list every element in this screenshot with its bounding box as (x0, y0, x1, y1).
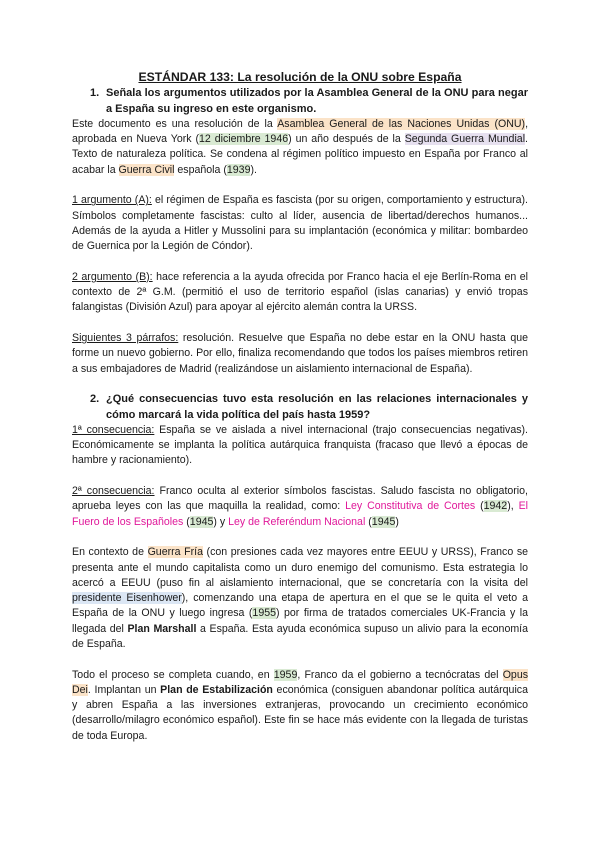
question-number: 1. (90, 87, 100, 100)
consequence-2: 2ª consecuencia: Franco oculta al exterior símbolos fascistas. Saludo fascista no obligatorio, aprueba leyes con las que maquilla la realidad, como: Ley Constitutiva de Cortes (1942), El Fuero de los Españoles (1945) y Ley de Referéndum Nacional (1945) (72, 485, 528, 528)
text-run: Todo el proceso se completa cuando, en (72, 668, 274, 681)
plan-estabilizacion: Plan de Estabilización (160, 683, 273, 696)
argument-b (72, 270, 528, 316)
highlight-guerra-civil: Guerra Civil (118, 163, 175, 176)
document-page (72, 70, 528, 744)
argument-label: Siguientes 3 párrafos: (72, 332, 179, 345)
text-run: Este documento es una resolución de la (72, 117, 278, 130)
plan-marshall: Plan Marshall (127, 622, 197, 635)
text-run: el régimen de España es fascista (por su origen, comportamiento y estructura). Símbolos completamente fascistas: culto al líder, ausencia de libertad/derechos humanos... Además de la ayuda a Hitler y Mussolini para su implantación (económica y militar: bombardeo de Guernica por la Legión de Cóndor). (72, 194, 528, 253)
highlight-guerra-fria: Guerra Fría (147, 546, 203, 559)
question-1 (90, 86, 528, 117)
text-run: . Implantan un (87, 683, 161, 696)
highlight-date: 12 diciembre 1946 (199, 133, 289, 146)
argument-resolution (72, 331, 528, 377)
highlight-eisenhower: presidente Eisenhower (72, 592, 182, 605)
text-run: Franco oculta al exterior símbolos fascistas. Saludo fascista no obligatorio, aprueba leyes con las que maquilla la realidad, como: (72, 485, 528, 513)
page-title: ESTÁNDAR 133: La resolución de la ONU sobre España (138, 70, 462, 84)
text-run: , Franco da el gobierno a tecnócratas del (297, 668, 503, 681)
intro-paragraph (72, 117, 528, 178)
consequence-label: 1ª consecuencia: (72, 423, 155, 436)
guerra-fria-paragraph (72, 545, 528, 652)
text-run: ), comenzando una etapa de apertura en el que se le quita el veto a España de la ONU y luego ingresa ( (72, 592, 528, 620)
text-run: ) un año después de la (288, 133, 405, 146)
highlight-year: 1945 (189, 515, 214, 528)
text-run: (con presiones cada vez mayores entre EEUU y URSS), Franco se presenta ante el mundo capitalista como un duro enemigo del comunismo. Esta estrategia lo acercó a EEUU (puso fin al aislamiento internacional, que se concretaría con la visita del (72, 546, 529, 589)
text-run: a España. Esta ayuda económica supuso un alivio para la economía de España. (72, 622, 528, 650)
argument-a (72, 193, 528, 254)
highlight-year: 1945 (371, 515, 396, 528)
text-run: y (216, 515, 229, 528)
highlight-year: 1955 (252, 607, 276, 620)
highlight-opus-dei: Opus Dei (72, 668, 529, 696)
consequence-1 (72, 423, 528, 469)
text-run: En contexto de (72, 546, 148, 559)
text-run: económica (consiguen abandonar política autárquica y abren España a las inversiones extranjeras, provocando un crecimiento económico (desarrollo/milagro económico español). Este fin se hace más evidente con la llegada de turistas de toda Europa. (72, 683, 528, 742)
text-run: española ( (174, 163, 227, 176)
consequence-label: 2ª consecuencia: (72, 485, 155, 498)
text-run: , (510, 500, 519, 513)
argument-label: 2 argumento (B): (72, 270, 153, 283)
highlight-year: 1942 (483, 500, 508, 513)
closing-paragraph (72, 668, 528, 744)
text-run: ). (250, 163, 257, 176)
highlight-year: 1959 (273, 668, 298, 681)
highlight-sgm: Segunda Guerra Mundial (404, 133, 526, 146)
text-run: , aprobada en Nueva York ( (72, 117, 529, 146)
text-run: España se ve aislada a nivel internacional (trajo consecuencias negativas). Económicamente se implanta la política autárquica franquista (fracaso que llevó a épocas de hambre y racionamiento). (72, 423, 528, 467)
text-run: resolución. Resuelve que España no debe estar en la ONU hasta que forme un nuevo gobierno. Por ello, finaliza recomendando que todos los países miembros retiren a sus embajadores de Madrid (realizándose un aislamiento internacional de España). (72, 332, 528, 375)
law-referendum: Ley de Referéndum Nacional (228, 515, 366, 528)
text-run: hace referencia a la ayuda ofrecida por Franco hacia el eje Berlín-Roma en el contexto de 2ª G.M. (permitió el uso de territorio español (islas canarias) y envió tropas falangistas (División Azul) para apoyar al ejército alemán contra la URSS. (72, 270, 528, 314)
question-2 (90, 392, 528, 423)
question-text: Señala los argumentos utilizados por la Asamblea General de la ONU para negar a España su ingreso en este organismo. (106, 87, 528, 115)
law-fuero: El Fuero de los Españoles (72, 500, 528, 528)
question-text: ¿Qué consecuencias tuvo esta resolución en las relaciones internacionales y cómo marcará la vida política del país hasta 1959? (106, 393, 528, 421)
text-run: . Texto de naturaleza política. Se condena al régimen político impuesto en España por Franco al acabar la (72, 133, 528, 176)
law-cortes: Ley Constitutiva de Cortes (345, 500, 476, 513)
text-run: ) por firma de tratados comerciales UK-Francia y la llegada del (72, 607, 528, 635)
highlight-onu: Asamblea General de las Naciones Unidas (ONU) (277, 117, 526, 130)
argument-label: 1 argumento (A): (72, 194, 152, 207)
highlight-year: 1939 (226, 163, 251, 176)
question-number: 2. (90, 393, 100, 406)
